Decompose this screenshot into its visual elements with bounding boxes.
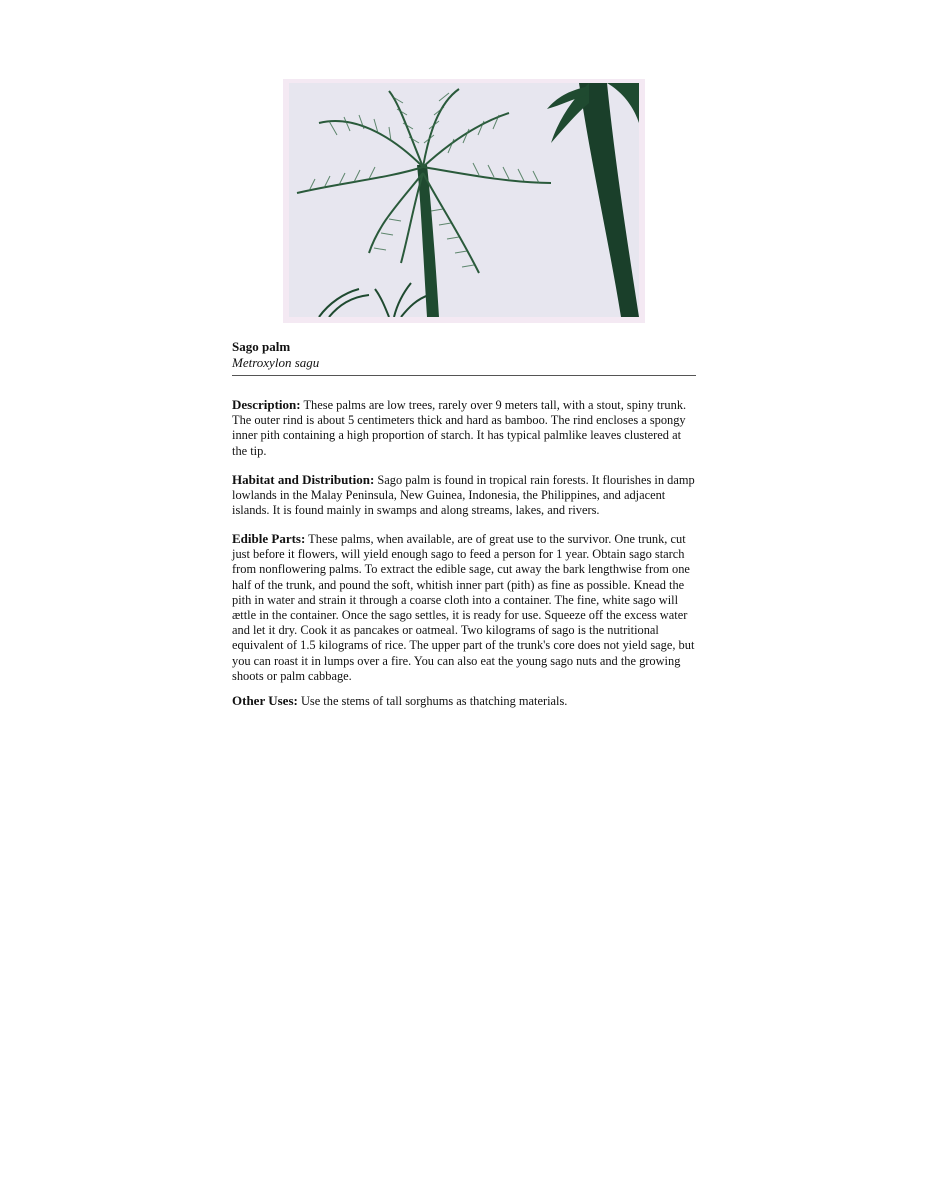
description-label: Description: bbox=[232, 397, 301, 412]
edible-parts-text: These palms, when available, are of great use to the survivor. One trunk, cut just before it flowers, will yield enough sago to feed a person for 1 year. Obtain sago starch from nonflowering palms. To extract the edible sage, cut away the bark lengthwise from one half of the trunk, and pound the soft, whitish inner part (pith) as fine as possible. Knead the pith in water and strain it through a coarse cloth into a container. The fine, white sago will ættle in the container. Once the sago settles, it is ready for use. Squeeze off the excess water and let it dry. Cook it as pancakes or oatmeal. Two kilograms of sago is the nutritional equivalent of 1.5 kilograms of rice. The upper part of the trunk's core does not yield sage, but you can roast it in lumps over a fire. You can also eat the young sago nuts and the growing shoots or palm cabbage. bbox=[232, 532, 695, 683]
habitat-label: Habitat and Distribution: bbox=[232, 472, 375, 487]
other-uses-text: Use the stems of tall sorghums as thatching materials. bbox=[297, 694, 568, 708]
edible-parts-label: Edible Parts: bbox=[232, 531, 306, 546]
description-paragraph bbox=[232, 397, 698, 459]
other-uses-paragraph bbox=[232, 693, 698, 709]
photo-frame bbox=[283, 79, 645, 323]
description-text: These palms are low trees, rarely over 9 meters tall, with a stout, spiny trunk. The outer rind is about 5 centimeters thick and hard as bamboo. The rind encloses a spongy inner pith containing a high proportion of starch. It has typical palmlike leaves clustered at the tip. bbox=[232, 398, 687, 458]
habitat-text: Sago palm is found in tropical rain forests. It flourishes in damp lowlands in the Malay Peninsula, New Guinea, Indonesia, the Philippines, and adjacent islands. It is found mainly in swamps and along streams, lakes, and rivers. bbox=[232, 473, 695, 518]
title-divider bbox=[232, 375, 696, 376]
other-uses-label: Other Uses: bbox=[232, 693, 298, 708]
sago-palm-illustration bbox=[289, 83, 639, 317]
habitat-paragraph bbox=[232, 472, 698, 519]
scientific-name: Metroxylon sagu bbox=[232, 355, 320, 370]
plant-title-block bbox=[232, 339, 696, 370]
sago-palm-photo bbox=[289, 83, 639, 317]
edible-parts-paragraph bbox=[232, 531, 698, 684]
common-name: Sago palm bbox=[232, 339, 291, 354]
